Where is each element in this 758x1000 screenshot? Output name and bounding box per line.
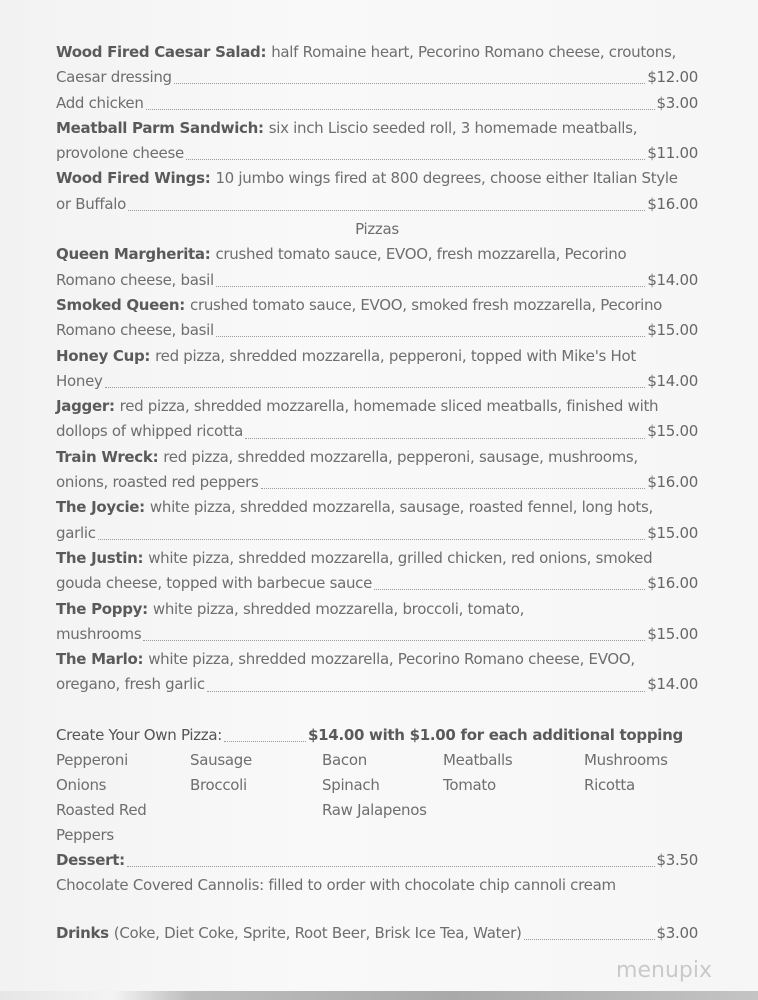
menu-item-line2 xyxy=(56,192,698,217)
dot-leader xyxy=(98,539,646,540)
dot-leader xyxy=(224,741,306,742)
item-name: Honey Cup: xyxy=(56,346,151,365)
dot-leader xyxy=(524,939,655,940)
dot-leader xyxy=(261,488,646,489)
menu-item-line1 xyxy=(56,242,698,267)
item-description: half Romaine heart, Pecorino Romano cheese, croutons, xyxy=(271,43,676,61)
pizzas-section xyxy=(56,242,698,697)
topping-option: Meatballs xyxy=(443,751,513,770)
item-description-cont: onions, roasted red peppers xyxy=(56,473,259,492)
item-description: white pizza, shredded mozzarella, grilled chicken, red onions, smoked xyxy=(148,548,653,567)
menu-item-line2 xyxy=(56,571,698,596)
item-price: $15.00 xyxy=(647,523,698,542)
menu-item-line1 xyxy=(56,344,698,369)
dot-leader xyxy=(128,210,645,211)
menu-item-line1 xyxy=(56,293,698,318)
item-description: red pizza, shredded mozzarella, pepperoni, topped with Mike's Hot xyxy=(155,346,636,365)
item-description-cont: Caesar dressing xyxy=(56,68,172,87)
topping-option xyxy=(190,798,322,823)
scan-edge xyxy=(0,991,758,1000)
menu-item-line2 xyxy=(56,65,698,90)
item-price: $16.00 xyxy=(647,194,698,213)
item-description-cont: gouda cheese, topped with barbecue sauce xyxy=(56,574,373,593)
menu-item-line2 xyxy=(56,470,698,495)
dot-leader xyxy=(174,83,646,84)
item-description: white pizza, shredded mozzarella, Pecorino Romano cheese, EVOO, xyxy=(148,650,635,669)
topping-option: Bacon xyxy=(322,751,367,770)
topping-option: Mushrooms xyxy=(584,751,668,770)
item-description: crushed tomato sauce, EVOO, smoked fresh mozzarella, Pecorino xyxy=(190,295,663,314)
menu-item-line1 xyxy=(56,394,698,419)
dot-leader xyxy=(186,159,645,160)
topping-option: Tomato xyxy=(443,776,496,795)
item-price: $14.00 xyxy=(647,270,698,289)
menu-item-line2 xyxy=(56,369,698,394)
create-label: Create Your Own Pizza: xyxy=(56,725,223,744)
menu-item-line2 xyxy=(56,318,698,343)
item-price: $15.00 xyxy=(647,321,698,340)
menu-item-line1 xyxy=(56,647,698,672)
item-price: $14.00 xyxy=(647,675,698,694)
item-description-cont: mushrooms xyxy=(56,624,142,643)
dessert-description: Chocolate Covered Cannolis: filled to order with chocolate chip cannoli cream xyxy=(56,876,616,895)
dessert-label: Dessert: xyxy=(56,851,125,870)
dot-leader xyxy=(127,866,655,867)
item-name: The Joycie: xyxy=(56,498,145,517)
toppings-grid xyxy=(56,748,698,845)
item-name: The Marlo: xyxy=(56,650,144,669)
drinks-line xyxy=(56,921,698,946)
create-price-text: $14.00 with $1.00 for each additional topping xyxy=(308,725,683,744)
menupix-watermark: menupix xyxy=(616,958,712,983)
dot-leader xyxy=(143,640,645,641)
item-price: $16.00 xyxy=(647,473,698,492)
item-description-cont: Honey xyxy=(56,371,103,390)
drinks-price: $3.00 xyxy=(656,923,698,942)
starters-section xyxy=(56,40,698,217)
item-price: $12.00 xyxy=(647,68,698,87)
item-description: 10 jumbo wings fired at 800 degrees, choose either Italian Style xyxy=(215,169,678,188)
drinks-description: (Coke, Diet Coke, Sprite, Root Beer, Brisk Ice Tea, Water) xyxy=(113,923,522,942)
menu-item-line1 xyxy=(56,546,698,571)
topping-option xyxy=(443,798,584,823)
item-name: Smoked Queen: xyxy=(56,295,185,314)
item-name: Wood Fired Wings: xyxy=(56,169,211,188)
item-description: red pizza, shredded mozzarella, homemade sliced meatballs, finished with xyxy=(119,397,659,416)
item-description: red pizza, shredded mozzarella, pepperoni, sausage, mushrooms, xyxy=(163,447,638,466)
item-description: white pizza, shredded mozzarella, broccoli, tomato, xyxy=(152,599,525,618)
item-name: Wood Fired Caesar Salad: xyxy=(56,43,267,61)
menu-item-line2 xyxy=(56,622,698,647)
topping-option: Sausage xyxy=(190,751,252,770)
item-description-cont: garlic xyxy=(56,523,96,542)
topping-option: Ricotta xyxy=(584,776,635,795)
item-price: $3.00 xyxy=(656,93,698,112)
item-description-cont: provolone cheese xyxy=(56,144,184,163)
item-price: $16.00 xyxy=(647,574,698,593)
topping-option: Pepperoni xyxy=(56,751,128,770)
topping-option xyxy=(584,798,694,823)
item-name: Train Wreck: xyxy=(56,447,159,466)
item-description-cont: dollops of whipped ricotta xyxy=(56,422,243,441)
dot-leader xyxy=(105,387,646,388)
item-description: white pizza, shredded mozzarella, sausage, roasted fennel, long hots, xyxy=(149,498,653,517)
drinks-label: Drinks xyxy=(56,923,109,942)
item-price: $14.00 xyxy=(647,371,698,390)
menu-item-line2 xyxy=(56,521,698,546)
create-your-own-pizza xyxy=(56,723,698,748)
topping-option: Onions xyxy=(56,776,107,795)
pizzas-heading: Pizzas xyxy=(355,220,399,239)
menu-item-line2 xyxy=(56,141,698,166)
topping-option: Roasted Red Peppers xyxy=(56,801,147,845)
topping-option: Spinach xyxy=(322,776,380,795)
item-description-cont: Romano cheese, basil xyxy=(56,321,214,340)
item-name: The Justin: xyxy=(56,548,144,567)
menu-item-line2 xyxy=(56,91,698,116)
menu-item-line1 xyxy=(56,445,698,470)
dot-leader xyxy=(374,589,645,590)
item-name: Queen Margherita: xyxy=(56,245,211,264)
menu-item-line1 xyxy=(56,40,698,65)
menu-item-line1 xyxy=(56,597,698,622)
item-price: $11.00 xyxy=(647,144,698,163)
item-price: $15.00 xyxy=(647,422,698,441)
dot-leader xyxy=(207,691,646,692)
menu-item-line1 xyxy=(56,166,698,191)
dot-leader xyxy=(146,109,655,110)
topping-option: Raw Jalapenos xyxy=(322,801,427,820)
menu-item-line1 xyxy=(56,495,698,520)
menu-item-line2 xyxy=(56,419,698,444)
dessert-line xyxy=(56,848,698,873)
item-description-cont: or Buffalo xyxy=(56,194,127,213)
item-description-cont: oregano, fresh garlic xyxy=(56,675,205,694)
item-name: Meatball Parm Sandwich: xyxy=(56,118,264,137)
item-name: The Poppy: xyxy=(56,599,148,618)
dot-leader xyxy=(245,438,645,439)
menu-item-line2 xyxy=(56,268,698,293)
menu-item-line2 xyxy=(56,672,698,697)
item-description-cont: Add chicken xyxy=(56,93,144,112)
item-description-cont: Romano cheese, basil xyxy=(56,270,214,289)
dot-leader xyxy=(216,336,645,337)
dot-leader xyxy=(216,286,645,287)
item-description: crushed tomato sauce, EVOO, fresh mozzarella, Pecorino xyxy=(215,245,627,264)
dessert-price: $3.50 xyxy=(656,851,698,870)
menu-page xyxy=(56,40,698,946)
item-name: Jagger: xyxy=(56,397,115,416)
topping-option: Broccoli xyxy=(190,776,247,795)
menu-item-line1 xyxy=(56,116,698,141)
item-price: $15.00 xyxy=(647,624,698,643)
item-description: six inch Liscio seeded roll, 3 homemade meatballs, xyxy=(268,118,638,137)
